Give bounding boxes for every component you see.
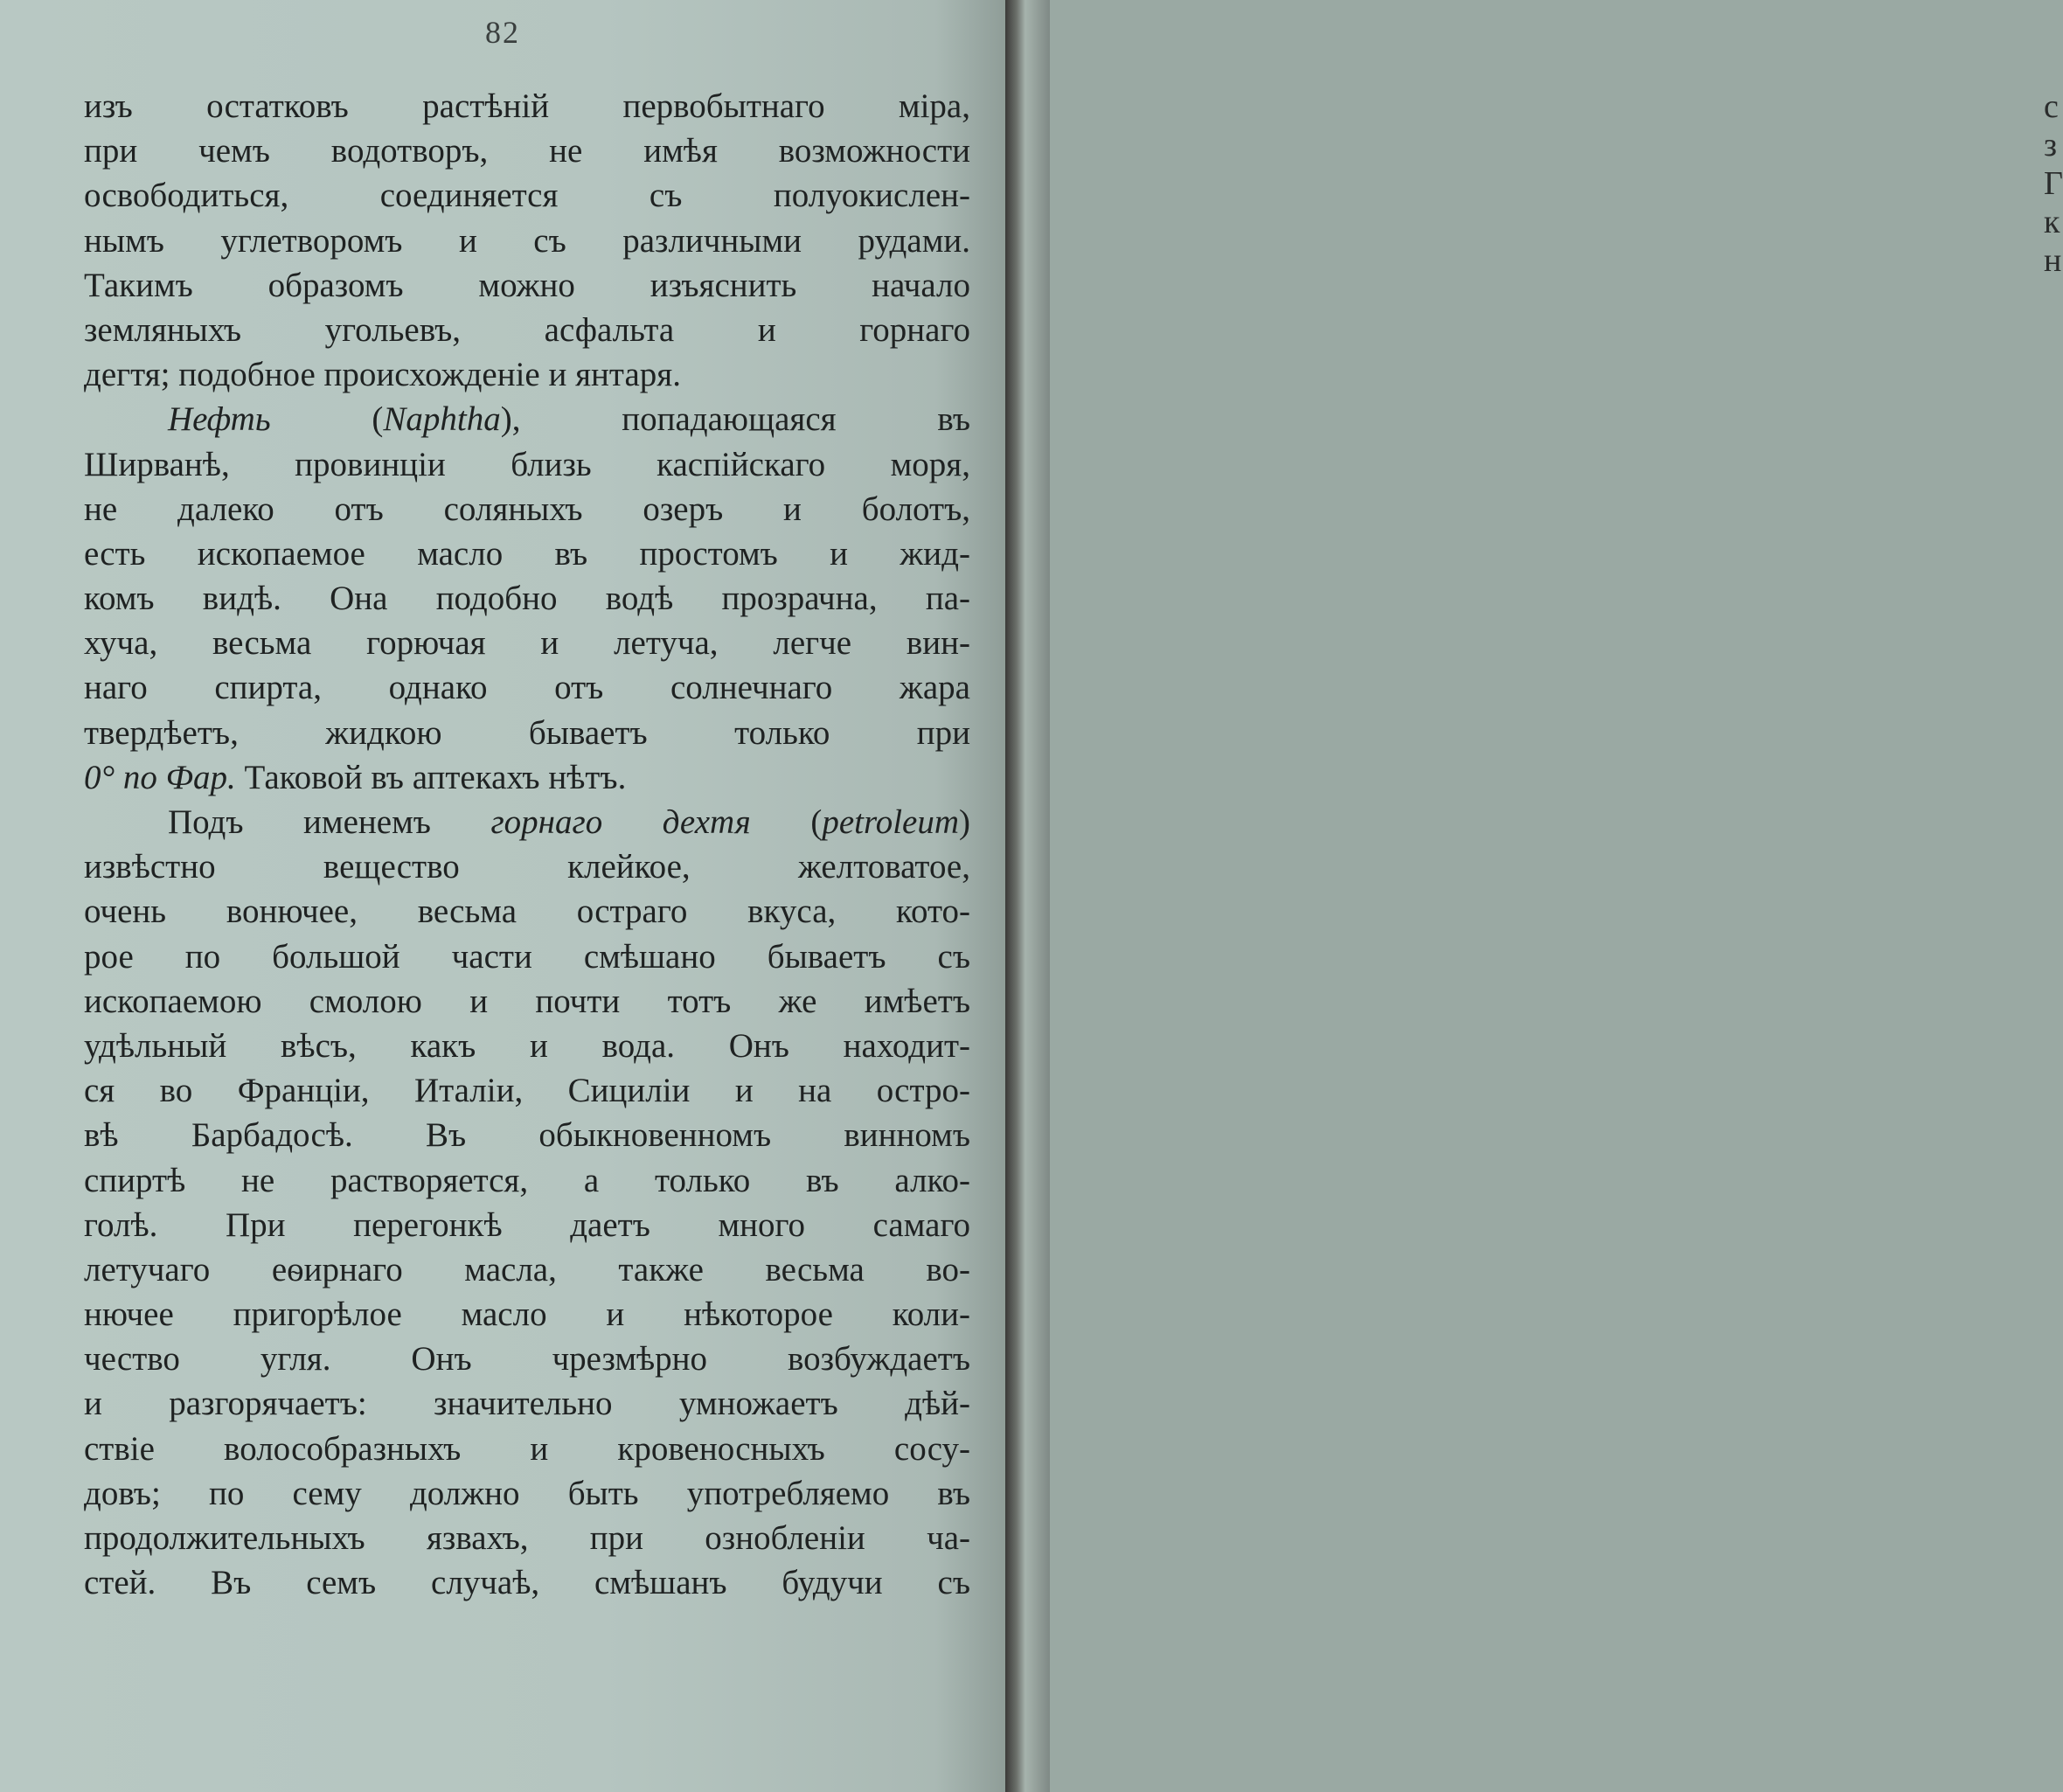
text-segment: продолжительныхъ язвахъ, при ознобленіи ча- <box>84 1519 970 1557</box>
text-segment: Таковой въ аптекахъ нѣтъ. <box>235 758 627 796</box>
text-segment: хуча, весьма горючая и летуча, легче вин- <box>84 624 970 663</box>
text-segment: удѣльный вѣсъ, какъ и вода. Онъ находит- <box>84 1026 970 1065</box>
text-segment: голѣ. При перегонкѣ даетъ много самаго <box>84 1205 970 1244</box>
text-line <box>84 621 970 665</box>
text-line <box>84 1113 970 1157</box>
text-line <box>84 755 970 800</box>
italic-term: petroleum <box>822 803 959 841</box>
text-line <box>84 934 970 979</box>
text-segment: Подъ именемъ <box>168 803 491 841</box>
book-page <box>0 0 1005 1792</box>
text-segment: и разгорячаетъ: значительно умножаетъ дѣй- <box>84 1385 970 1423</box>
text-segment: есть ископаемое масло въ простомъ и жид- <box>84 534 970 573</box>
text-segment: нючее пригорѣлое масло и нѣкоторое коли- <box>84 1295 970 1334</box>
text-segment: комъ видѣ. Она подобно водѣ прозрачна, па- <box>84 580 970 618</box>
text-line <box>84 665 970 710</box>
edge-letter: з <box>2044 127 2058 163</box>
italic-term: 0° по Фар. <box>84 758 236 796</box>
text-segment: довъ; по сему должно быть употребляемо въ <box>84 1474 970 1512</box>
text-line <box>84 219 970 263</box>
text-line <box>84 1427 970 1471</box>
text-segment: земляныхъ угольевъ, асфальта и горнаго <box>84 310 970 349</box>
text-segment: ( <box>750 803 823 841</box>
italic-term: Naphtha <box>383 400 501 439</box>
adjacent-page-letters <box>2044 87 2063 280</box>
text-line <box>84 487 970 531</box>
text-segment: ), попадающаяся въ <box>500 400 970 439</box>
text-segment: чество угля. Онъ чрезмѣрно возбуждаетъ <box>84 1340 970 1379</box>
text-segment: летучаго еѳирнаго масла, также весьма во- <box>84 1250 970 1288</box>
text-line <box>84 1292 970 1337</box>
edge-letter: с <box>2044 88 2059 125</box>
text-line <box>84 800 970 844</box>
text-line <box>84 1516 970 1560</box>
text-segment: при чемъ водотворъ, не имѣя возможности <box>84 132 970 170</box>
text-segment: наго спирта, однако отъ солнечнаго жара <box>84 669 970 707</box>
text-segment: Ширванѣ, провинціи близь каспійскаго моря, <box>84 445 970 483</box>
text-segment: рое по большой части смѣшано бываетъ съ <box>84 937 970 976</box>
text-line <box>84 1247 970 1292</box>
text-segment: ископаемою смолою и почти тотъ же имѣетъ <box>84 982 970 1020</box>
text-segment: не далеко отъ соляныхъ озеръ и болотъ, <box>84 490 970 528</box>
italic-term: горнаго дехтя <box>490 803 751 841</box>
text-segment: ( <box>270 400 384 439</box>
text-line <box>84 844 970 889</box>
text-segment: спиртѣ не растворяется, а только въ алко- <box>84 1161 970 1199</box>
text-segment: стей. Въ семъ случаѣ, смѣшанъ будучи съ <box>84 1564 970 1602</box>
text-line <box>84 84 970 128</box>
edge-letter: к <box>2044 204 2060 240</box>
text-segment: твердѣетъ, жидкою бываетъ только при <box>84 713 970 752</box>
text-line <box>84 1068 970 1113</box>
text-line <box>84 1471 970 1516</box>
text-line <box>84 263 970 308</box>
italic-term: Нефть <box>168 400 271 439</box>
text-line <box>84 531 970 576</box>
text-segment: освободиться, соединяется съ полуокислен- <box>84 177 970 215</box>
text-line <box>84 1560 970 1605</box>
edge-letter: н <box>2044 242 2062 279</box>
text-line <box>84 352 970 397</box>
text-line <box>84 979 970 1024</box>
text-segment: нымъ углетворомъ и съ различными рудами. <box>84 221 970 260</box>
text-line <box>84 1203 970 1247</box>
text-line <box>84 128 970 173</box>
text-line <box>84 1158 970 1203</box>
text-line <box>84 889 970 934</box>
text-line <box>84 308 970 352</box>
page-number: 82 <box>485 15 520 50</box>
body-text <box>84 84 970 1605</box>
text-line <box>84 1337 970 1381</box>
text-line <box>84 576 970 621</box>
text-segment: изъ остатковъ растѣній первобытнаго міра, <box>84 87 970 125</box>
text-segment: вѣ Барбадосѣ. Въ обыкновенномъ винномъ <box>84 1116 970 1155</box>
text-segment: ся во Франціи, Италіи, Сициліи и на остро- <box>84 1072 970 1110</box>
text-line <box>84 173 970 218</box>
text-segment: ) <box>959 803 970 841</box>
text-segment: извѣстно вещество клейкое, желтоватое, <box>84 848 970 886</box>
text-segment: Такимъ образомъ можно изъяснить начало <box>84 266 970 304</box>
adjacent-page-edge <box>1005 0 2063 1792</box>
text-segment: очень вонючее, весьма остраго вкуса, кото- <box>84 893 970 931</box>
text-line <box>84 442 970 487</box>
text-segment: ствіе волособразныхъ и кровеносныхъ сосу- <box>84 1429 970 1468</box>
text-line <box>84 397 970 441</box>
text-segment: дегтя; подобное происхожденіе и янтаря. <box>84 356 681 394</box>
text-line <box>84 711 970 755</box>
text-line <box>84 1381 970 1426</box>
text-line <box>84 1024 970 1068</box>
edge-letter: Г <box>2044 165 2063 202</box>
